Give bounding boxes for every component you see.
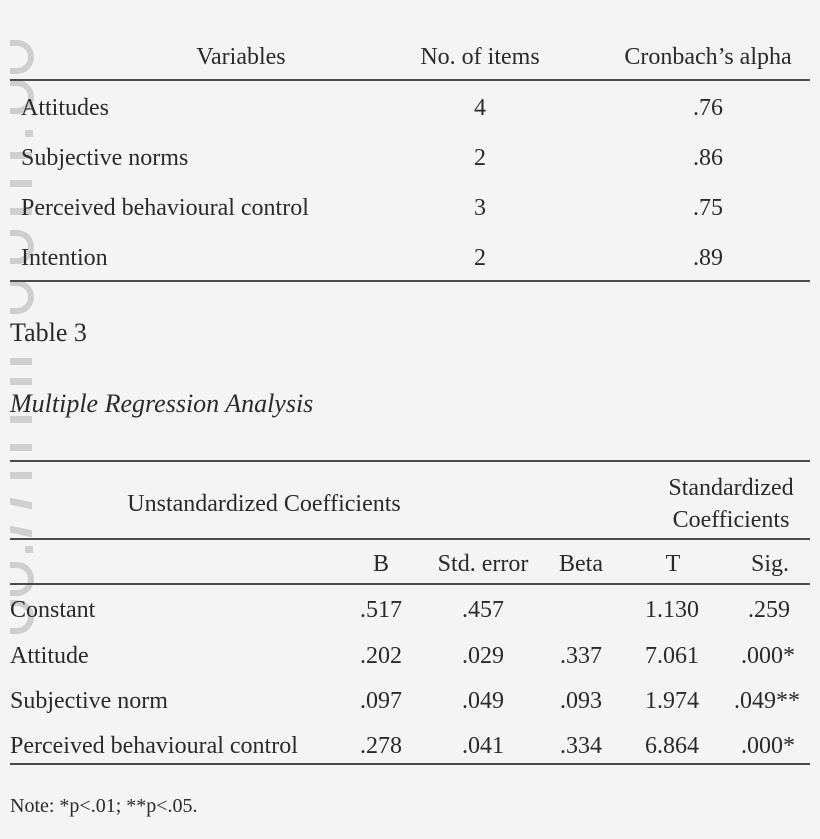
watermark-fragment [10, 358, 32, 365]
watermark-fragment [25, 130, 33, 137]
table-rule [10, 538, 810, 540]
column-header-sig: Sig. [750, 551, 790, 577]
table-rule [10, 79, 810, 81]
variable-cell: Attitudes [21, 95, 109, 121]
group-header-standardized-line1: Standardized [668, 475, 794, 501]
alpha-cell: .75 [693, 195, 723, 221]
table-rule [10, 280, 810, 282]
se-cell: .457 [462, 597, 504, 623]
watermark-fragment [10, 526, 32, 538]
items-cell: 2 [474, 245, 486, 271]
variable-cell: Perceived behavioural control [21, 195, 309, 221]
se-cell: .029 [462, 643, 504, 669]
table-title: Multiple Regression Analysis [10, 389, 314, 418]
items-cell: 2 [474, 145, 486, 171]
table-rule [10, 460, 810, 462]
group-header-standardized-line2: Coefficients [672, 507, 790, 533]
column-header-std-error: Std. error [437, 551, 529, 577]
watermark-fragment [10, 40, 34, 74]
beta-cell: .093 [560, 688, 602, 714]
table-rule [10, 763, 810, 765]
watermark-fragment [10, 378, 32, 385]
predictor-cell: Subjective norm [10, 688, 168, 714]
table-rule [10, 583, 810, 585]
b-cell: .517 [360, 597, 402, 623]
predictor-cell: Perceived behavioural control [10, 733, 298, 759]
watermark-fragment [10, 444, 32, 451]
column-header-beta: Beta [559, 551, 603, 577]
t-cell: 1.130 [645, 597, 699, 623]
t-cell: 7.061 [645, 643, 699, 669]
predictor-cell: Attitude [10, 643, 89, 669]
beta-cell: .337 [560, 643, 602, 669]
t-cell: 1.974 [645, 688, 699, 714]
t-cell: 6.864 [645, 733, 699, 759]
column-header-alpha: Cronbach’s alpha [624, 44, 792, 70]
alpha-cell: .86 [693, 145, 723, 171]
column-header-items: No. of items [420, 44, 540, 70]
b-cell: .097 [360, 688, 402, 714]
table-note: Note: *p<.01; **p<.05. [10, 795, 198, 817]
watermark-fragment [10, 180, 32, 187]
beta-cell: .334 [560, 733, 602, 759]
column-header-b: B [372, 551, 390, 577]
column-header-t: T [665, 551, 681, 577]
alpha-cell: .76 [693, 95, 723, 121]
se-cell: .049 [462, 688, 504, 714]
watermark-fragment [10, 498, 32, 510]
b-cell: .202 [360, 643, 402, 669]
se-cell: .041 [462, 733, 504, 759]
variable-cell: Subjective norms [21, 145, 189, 171]
table-label: Table 3 [10, 318, 87, 347]
group-header-unstandardized: Unstandardized Coefficients [127, 491, 401, 517]
sig-cell: .259 [748, 597, 790, 623]
watermark-fragment [10, 562, 34, 596]
alpha-cell: .89 [693, 245, 723, 271]
sig-cell: .000* [741, 643, 795, 669]
items-cell: 3 [474, 195, 486, 221]
watermark-fragment [10, 472, 32, 479]
watermark-fragment [25, 546, 33, 553]
b-cell: .278 [360, 733, 402, 759]
sig-cell: .000* [741, 733, 795, 759]
items-cell: 4 [474, 95, 486, 121]
predictor-cell: Constant [10, 597, 96, 623]
sig-cell: .049** [734, 688, 800, 714]
watermark-fragment [10, 280, 34, 314]
variable-cell: Intention [21, 245, 108, 271]
column-header-variables: Variables [196, 44, 286, 70]
